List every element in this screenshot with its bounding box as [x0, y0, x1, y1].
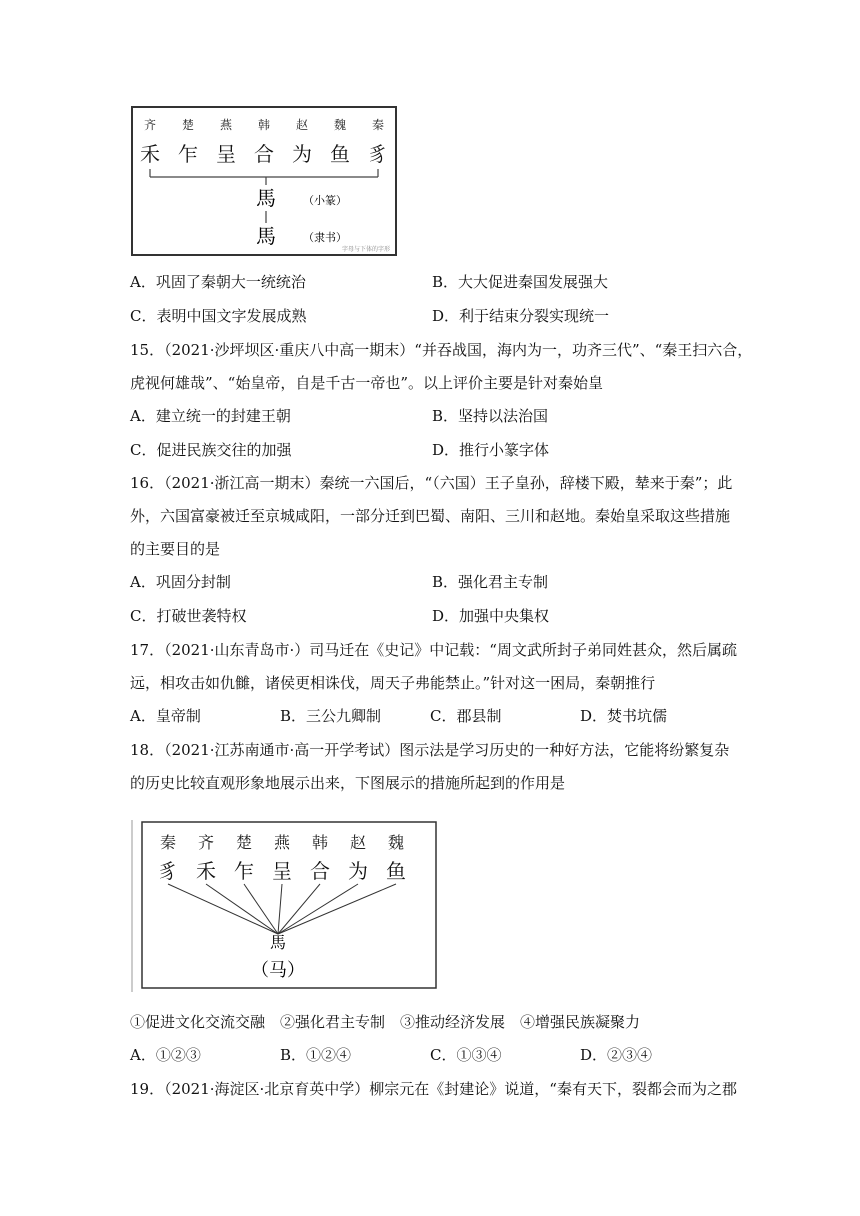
figure2-variant-glyph: 鱼: [386, 859, 406, 883]
q17-stem-line2: 远，相攻击如仇雠，诸侯更相诛伐，周天子弗能禁止。”针对这一困局，秦朝推行: [130, 674, 656, 692]
figure1-variant-glyph: 为: [292, 142, 312, 166]
figure1-variant-glyph: 合: [254, 142, 274, 166]
q14-option-b: B．大大促进秦国发展强大: [432, 273, 609, 291]
q18-option-d: D．②③④: [580, 1046, 653, 1064]
figure2-state-label: 魏: [387, 833, 405, 852]
q14-option-c: C．表明中国文字发展成熟: [130, 307, 307, 325]
q14-option-d: D．利于结束分裂实现统一: [432, 307, 610, 325]
q16-option-a: A．巩固分封制: [130, 573, 231, 591]
figure2-variant-glyph: 禾: [196, 859, 216, 883]
q17-option-b: B．三公九卿制: [280, 707, 382, 725]
figure1-variant-glyph: 豸: [368, 142, 388, 166]
q18-stem-line1: 18．（2021·江苏南通市·高一开学考试）图示法是学习历史的一种好方法，它能将纷繁复杂: [130, 741, 730, 759]
figure1-variant-glyph: 乍: [178, 142, 198, 166]
q14-option-a: A．巩固了秦朝大一统统治: [130, 273, 306, 291]
figure2-variant-glyph: 为: [348, 859, 368, 883]
seal-script-glyph: 馬: [256, 186, 276, 210]
figure1-state-label: 秦: [371, 118, 385, 132]
q17-stem-line1: 17．（2021·山东青岛市·）司马迁在《史记》中记载：“周文武所封子弟同姓甚众，然后属疏: [130, 641, 737, 659]
figure1-state-label: 赵: [295, 118, 309, 132]
figure1-state-label: 楚: [181, 118, 195, 132]
q18-option-c: C．①③④: [430, 1046, 502, 1064]
q16-stem-line2: 外，六国富豪被迁至京城咸阳，一部分迁到巴蜀、南阳、三川和赵地。秦始皇采取这些措施: [130, 507, 731, 525]
figure2-center-glyph: 馬: [269, 933, 287, 952]
q16-stem-line1: 16．（2021·浙江高一期末）秦统一六国后，“（六国）王子皇孙，辞楼下殿，辇来于秦”；此: [130, 474, 733, 492]
figure1-variant-glyph: 鱼: [330, 142, 350, 166]
figure1-state-label: 韩: [257, 118, 271, 132]
figure1-state-label: 燕: [219, 118, 233, 132]
figure-horse-script-unification: [128, 105, 400, 257]
q15-stem-line2: 虎视何雄哉”、“始皇帝，自是千古一帝也”。以上评价主要是针对秦始皇: [130, 374, 604, 392]
q19-stem-line1: 19．（2021·海淀区·北京育英中学）柳宗元在《封建论》说道，“秦有天下，裂都会而为之郡: [130, 1080, 737, 1098]
q15-option-d: D．推行小篆字体: [432, 441, 550, 459]
figure2-state-label: 楚: [235, 833, 253, 852]
figure1-watermark: 字母与下体的字形: [341, 246, 390, 253]
q15-option-b: B．坚持以法治国: [432, 407, 549, 425]
figure2-state-label: 燕: [273, 833, 291, 852]
figure2-svg: [128, 818, 440, 994]
q15-option-c: C．促进民族交往的加强: [130, 441, 292, 459]
figure1-state-label: 齐: [143, 118, 157, 132]
clerical-script-label: （隶书）: [303, 231, 347, 244]
clerical-script-glyph: 馬: [256, 224, 276, 248]
seal-script-label: （小篆）: [303, 194, 347, 207]
figure1-variant-glyph: 禾: [140, 142, 160, 166]
q18-stem-line2: 的历史比较直观形象地展示出来，下图展示的措施所起到的作用是: [130, 774, 566, 792]
figure2-variant-glyph: 合: [310, 859, 330, 883]
figure1-state-label: 魏: [333, 118, 347, 132]
q17-option-c: C．郡县制: [430, 707, 502, 725]
figure2-variant-glyph: 呈: [272, 859, 292, 883]
figure2-state-label: 赵: [349, 833, 367, 852]
figure-horse-glyph-convergence: [128, 818, 440, 994]
figure2-state-label: 秦: [159, 833, 177, 852]
q15-stem-line1: 15．（2021·沙坪坝区·重庆八中高一期末）“并吞战国，海内为一，功齐三代”、“秦王扫六合，: [130, 341, 753, 359]
figure2-center-label: （马）: [251, 960, 305, 981]
q17-option-d: D．焚书坑儒: [580, 707, 668, 725]
figure2-state-label: 韩: [311, 833, 329, 852]
q15-option-a: A．建立统一的封建王朝: [130, 407, 291, 425]
q16-option-b: B．强化君主专制: [432, 573, 549, 591]
figure2-variant-glyph: 乍: [234, 859, 254, 883]
q16-option-d: D．加强中央集权: [432, 607, 550, 625]
figure2-variant-glyph: 豸: [158, 859, 178, 883]
q16-option-c: C．打破世袭特权: [130, 607, 247, 625]
q16-stem-line3: 的主要目的是: [130, 540, 221, 558]
figure1-svg: [128, 105, 400, 257]
q18-option-a: A．①②③: [130, 1046, 201, 1064]
figure1-variant-glyph: 呈: [216, 142, 236, 166]
q18-option-b: B．①②④: [280, 1046, 352, 1064]
figure2-state-label: 齐: [197, 833, 215, 852]
q18-statements: ①促进文化交流交融 ②强化君主专制 ③推动经济发展 ④增强民族凝聚力: [130, 1013, 641, 1031]
q17-option-a: A．皇帝制: [130, 707, 201, 725]
